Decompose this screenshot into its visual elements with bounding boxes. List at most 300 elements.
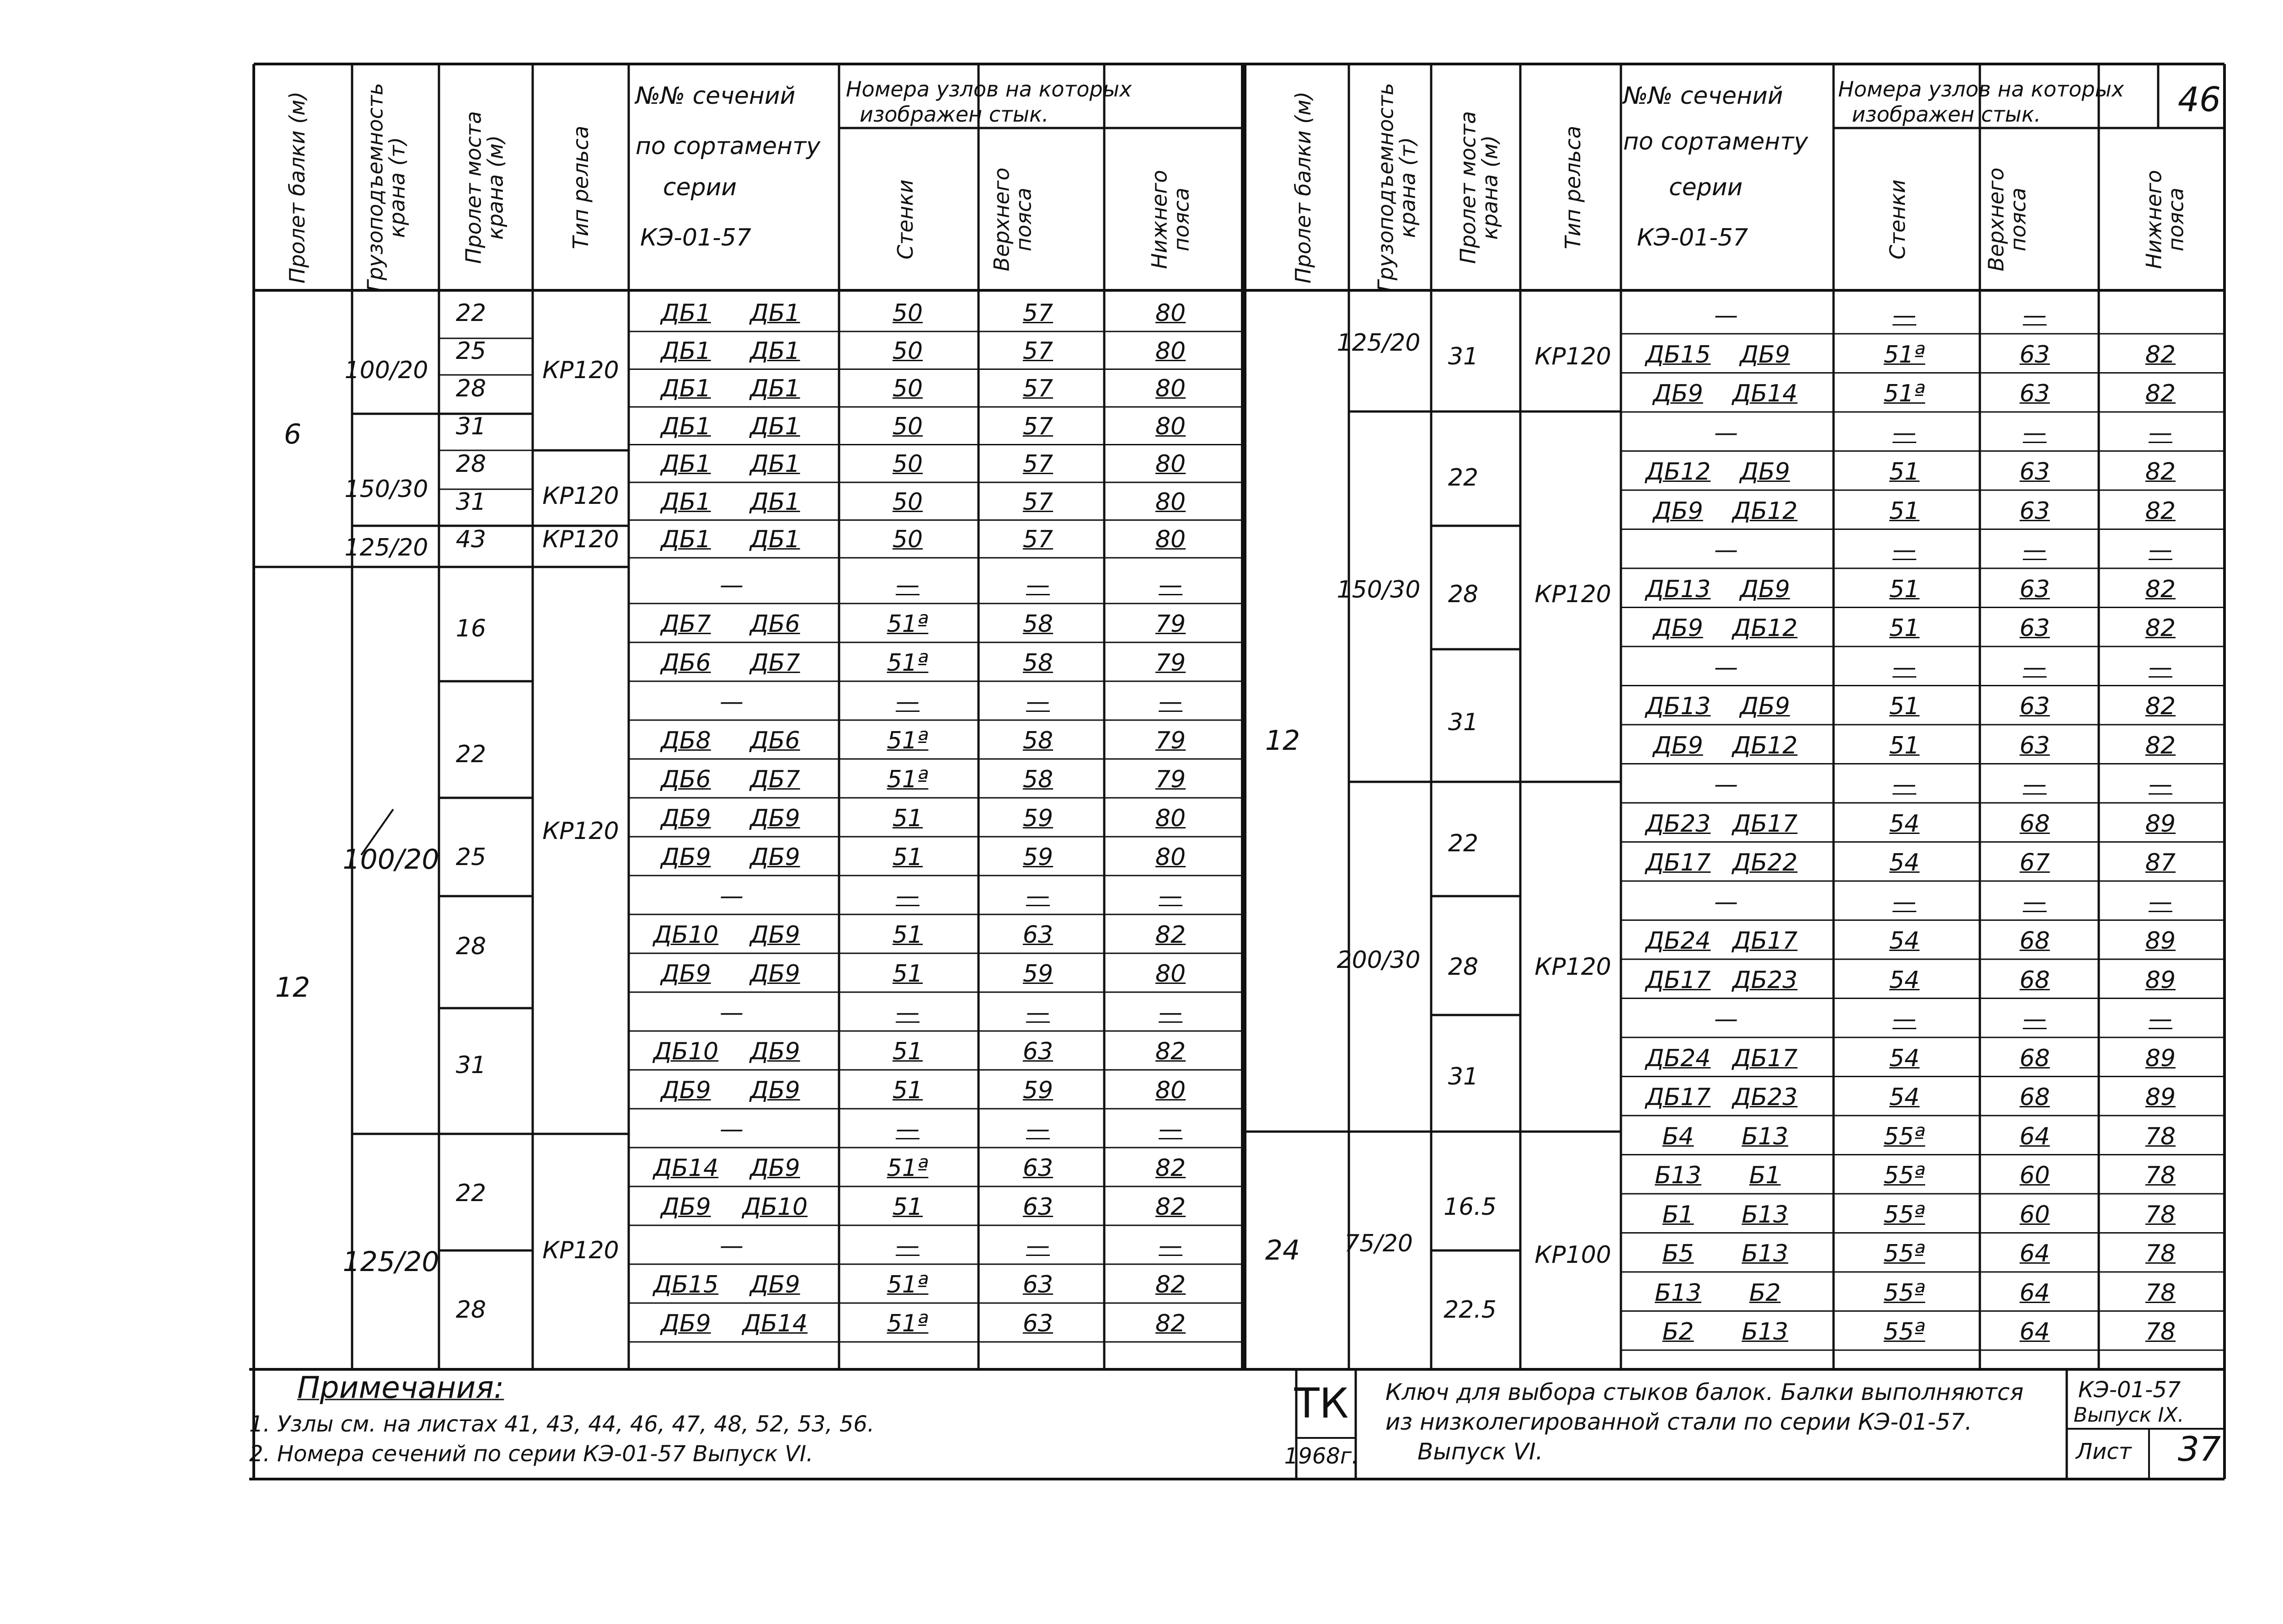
left-header-bottom: Нижнего пояса bbox=[1147, 170, 1194, 269]
right-row-top-node: — bbox=[2023, 536, 2047, 564]
left-row-top-node: 63 bbox=[1022, 1038, 1053, 1065]
right-row-top-node: 60 bbox=[2019, 1162, 2050, 1189]
right-cs-31a: 31 bbox=[1448, 343, 1479, 370]
left-row-top-node: — bbox=[1026, 688, 1050, 716]
left-row-section: — bbox=[720, 688, 743, 716]
right-cs-31b: 31 bbox=[1448, 709, 1479, 736]
left-row-rail: КР120 bbox=[542, 526, 619, 553]
left-row-bottom-node: 79 bbox=[1155, 649, 1186, 677]
right-row-top-node: 63 bbox=[2019, 693, 2050, 720]
left-row-section-b: ДБ7 bbox=[750, 766, 800, 793]
right-row-wall-node: 55ª bbox=[1883, 1162, 1925, 1189]
left-row-bottom-node: 82 bbox=[1155, 1193, 1186, 1221]
left-row-wall-node: 50 bbox=[892, 337, 923, 365]
left-row-section-a: ДБ6 bbox=[661, 649, 711, 677]
right-row-section-a: ДБ9 bbox=[1653, 732, 1703, 759]
left-row-section-a: ДБ14 bbox=[653, 1154, 719, 1182]
right-row-section-a: ДБ9 bbox=[1653, 497, 1703, 525]
right-row-section-b: Б13 bbox=[1742, 1318, 1788, 1346]
left-row-section-a: ДБ6 bbox=[661, 766, 711, 793]
left-row-top-node: 58 bbox=[1022, 766, 1053, 793]
right-cs-16-5: 16.5 bbox=[1444, 1193, 1497, 1221]
right-rail-a: КР120 bbox=[1534, 343, 1611, 370]
right-row-wall-node: — bbox=[1893, 536, 1916, 564]
right-row-section-b: Б13 bbox=[1742, 1122, 1788, 1150]
left-row-wall-node: 51 bbox=[892, 844, 923, 871]
left-row-bottom-node: 80 bbox=[1155, 450, 1186, 478]
right-row-bottom-node: — bbox=[2149, 1005, 2172, 1033]
left-row-section-b: ДБ1 bbox=[750, 450, 800, 478]
right-row-wall-node: 55ª bbox=[1883, 1240, 1925, 1267]
left-rail-d: КР120 bbox=[542, 1237, 619, 1264]
right-row-top-node: 68 bbox=[2019, 1084, 2050, 1111]
right-header-sections-l4: КЭ-01-57 bbox=[1637, 224, 1748, 251]
right-header-sections-l2: по сортаменту bbox=[1623, 128, 1808, 155]
right-row-section-b: ДБ12 bbox=[1732, 497, 1798, 525]
right-row-bottom-node: 89 bbox=[2145, 1084, 2176, 1111]
right-row-section-b: ДБ17 bbox=[1732, 927, 1798, 955]
left-row-bottom-node: 80 bbox=[1155, 526, 1186, 553]
left-row-bottom-node: 80 bbox=[1155, 412, 1186, 440]
left-span-6: 6 bbox=[283, 418, 302, 450]
notes-title: Примечания: bbox=[297, 1370, 504, 1405]
right-load-200-30: 200/30 bbox=[1337, 946, 1421, 974]
left-cs-31a: 31 bbox=[455, 1052, 487, 1079]
right-rail-d: КР100 bbox=[1534, 1241, 1611, 1269]
note-1: 1. Узлы см. на листах 41, 43, 44, 46, 47, 48, 52, 53, 56. bbox=[249, 1411, 875, 1437]
left-row-bottom-node: 79 bbox=[1155, 610, 1186, 638]
right-row-wall-node: 51 bbox=[1889, 575, 1920, 603]
left-row-top-node: 63 bbox=[1022, 1271, 1053, 1298]
left-row-wall-node: — bbox=[896, 1232, 920, 1260]
right-row-top-node: 64 bbox=[2019, 1240, 2050, 1267]
right-cs-28b: 28 bbox=[1448, 953, 1479, 981]
right-row-bottom-node: 89 bbox=[2145, 810, 2176, 838]
left-header-span: Пролет балки (м) bbox=[284, 91, 310, 283]
right-row-top-node: — bbox=[2023, 771, 2047, 798]
left-row-section: — bbox=[720, 572, 743, 599]
left-row-crane-span: 25 bbox=[455, 337, 487, 365]
left-header-wall: Стенки bbox=[893, 179, 918, 260]
left-row-wall-node: 51 bbox=[892, 1193, 923, 1221]
right-row-wall-node: 51ª bbox=[1883, 380, 1925, 407]
left-row-section: — bbox=[720, 1232, 743, 1260]
right-row-top-node: — bbox=[2023, 302, 2047, 329]
right-row-section-b: ДБ9 bbox=[1740, 458, 1790, 486]
right-row-section-a: Б2 bbox=[1662, 1318, 1694, 1346]
left-row-bottom-node: — bbox=[1159, 688, 1182, 716]
right-row-section-a: ДБ24 bbox=[1645, 1044, 1711, 1072]
right-load-125-20: 125/20 bbox=[1337, 329, 1421, 357]
left-row-bottom-node: 80 bbox=[1155, 375, 1186, 402]
right-row-top-node: 63 bbox=[2019, 614, 2050, 642]
left-row-section-b: ДБ1 bbox=[750, 337, 800, 365]
left-row-section-b: ДБ1 bbox=[750, 526, 800, 553]
left-row-bottom-node: — bbox=[1159, 1232, 1182, 1260]
left-row-wall-node: 51ª bbox=[887, 1271, 929, 1298]
left-row-section-a: ДБ1 bbox=[661, 450, 711, 478]
left-row-section-b: ДБ9 bbox=[750, 921, 800, 949]
right-row-section-a: ДБ9 bbox=[1653, 380, 1703, 407]
right-row-top-node: 67 bbox=[2019, 849, 2050, 876]
left-row-bottom-node: — bbox=[1159, 882, 1182, 910]
left-row-section: — bbox=[720, 882, 743, 910]
right-load-150-30: 150/30 bbox=[1337, 576, 1421, 604]
right-row-section-a: ДБ13 bbox=[1645, 575, 1711, 603]
right-row-section-b: ДБ17 bbox=[1732, 810, 1798, 838]
right-row-bottom-node: 89 bbox=[2145, 927, 2176, 955]
left-row-top-node: 57 bbox=[1022, 450, 1053, 478]
right-rail-c: КР120 bbox=[1534, 953, 1611, 981]
right-header-crane-span: Пролет моста крана (м) bbox=[1455, 111, 1502, 264]
right-row-bottom-node: 78 bbox=[2145, 1279, 2176, 1307]
right-row-section-b: Б13 bbox=[1742, 1201, 1788, 1229]
right-row-top-node: 63 bbox=[2019, 497, 2050, 525]
left-row-top-node: 58 bbox=[1022, 649, 1053, 677]
right-row-top-node: 63 bbox=[2019, 458, 2050, 486]
left-row-crane-span: 22 bbox=[455, 299, 487, 327]
left-row-crane-span: 28 bbox=[455, 450, 487, 478]
left-row-bottom-node: 79 bbox=[1155, 766, 1186, 793]
left-row-section-a: ДБ9 bbox=[661, 1193, 711, 1221]
left-row-bottom-node: 80 bbox=[1155, 488, 1186, 516]
left-header-sections-l1: №№ сечений bbox=[636, 82, 796, 110]
left-header-nodes-l1: Номера узлов на которых bbox=[846, 77, 1132, 102]
left-row-wall-node: 51 bbox=[892, 1077, 923, 1104]
right-row-wall-node: 55ª bbox=[1883, 1318, 1925, 1346]
right-row-bottom-node: 78 bbox=[2145, 1162, 2176, 1189]
left-row-top-node: 57 bbox=[1022, 337, 1053, 365]
right-row-wall-node: — bbox=[1893, 419, 1916, 447]
left-row-section: — bbox=[720, 1116, 743, 1143]
right-row-section-b: ДБ12 bbox=[1732, 614, 1798, 642]
right-span-24: 24 bbox=[1265, 1234, 1300, 1266]
right-row-bottom-node: 82 bbox=[2145, 458, 2176, 486]
right-row-bottom-node: 82 bbox=[2145, 693, 2176, 720]
right-row-section-a: ДБ15 bbox=[1645, 341, 1711, 369]
right-row-section-b: ДБ9 bbox=[1740, 575, 1790, 603]
series-code: КЭ-01-57 bbox=[2078, 1377, 2181, 1403]
left-row-section-b: ДБ1 bbox=[750, 375, 800, 402]
right-row-section-a: ДБ9 bbox=[1653, 614, 1703, 642]
left-rail-a: КР120 bbox=[542, 357, 619, 384]
left-row-section-a: ДБ1 bbox=[661, 299, 711, 327]
right-row-section-a: Б1 bbox=[1662, 1201, 1694, 1229]
right-row-bottom-node: 82 bbox=[2145, 575, 2176, 603]
right-row-bottom-node: 78 bbox=[2145, 1122, 2176, 1150]
left-cs-22a: 22 bbox=[455, 741, 487, 768]
left-cs-25: 25 bbox=[455, 844, 487, 871]
left-row-crane-span: 31 bbox=[455, 412, 487, 440]
left-load-100-20-a: 100/20 bbox=[344, 357, 428, 384]
right-row-wall-node: — bbox=[1893, 771, 1916, 798]
left-load-125-20-b: 125/20 bbox=[342, 1246, 439, 1278]
left-row-section-b: ДБ9 bbox=[750, 1077, 800, 1104]
right-load-75-20: 75/20 bbox=[1344, 1230, 1413, 1257]
right-cs-22-5: 22.5 bbox=[1444, 1296, 1497, 1324]
left-header-load: Грузоподъемность крана (т) bbox=[363, 83, 410, 292]
left-row-top-node: 63 bbox=[1022, 921, 1053, 949]
left-row-section-a: ДБ10 bbox=[653, 921, 719, 949]
note-2: 2. Номера сечений по серии КЭ-01-57 Выпуск VI. bbox=[249, 1441, 813, 1467]
left-rail-b: КР120 bbox=[542, 482, 619, 510]
right-row-bottom-node: — bbox=[2149, 771, 2172, 798]
right-row-section-a: ДБ17 bbox=[1645, 966, 1711, 994]
right-row-section: — bbox=[1714, 888, 1738, 916]
right-row-wall-node: — bbox=[1893, 302, 1916, 329]
left-row-crane-span: 31 bbox=[455, 488, 487, 516]
left-row-section-b: ДБ14 bbox=[742, 1310, 808, 1337]
left-row-section-b: ДБ9 bbox=[750, 805, 800, 832]
right-row-section: — bbox=[1714, 419, 1738, 447]
right-row-wall-node: 54 bbox=[1889, 927, 1920, 955]
left-row-wall-node: 51 bbox=[892, 921, 923, 949]
right-row-wall-node: 55ª bbox=[1883, 1201, 1925, 1229]
right-row-section-b: ДБ9 bbox=[1740, 341, 1790, 369]
right-row-wall-node: 55ª bbox=[1883, 1279, 1925, 1307]
left-header-sections-l2: по сортаменту bbox=[636, 133, 821, 160]
left-row-wall-node: 51ª bbox=[887, 766, 929, 793]
left-row-section-b: ДБ9 bbox=[750, 1154, 800, 1182]
left-row-section-b: ДБ9 bbox=[750, 1038, 800, 1065]
right-row-wall-node: — bbox=[1893, 888, 1916, 916]
left-rail-c: КР120 bbox=[542, 817, 619, 845]
right-row-top-node: 68 bbox=[2019, 966, 2050, 994]
right-row-bottom-node: 78 bbox=[2145, 1318, 2176, 1346]
right-cs-31c: 31 bbox=[1448, 1063, 1479, 1090]
left-row-top-node: 57 bbox=[1022, 488, 1053, 516]
left-row-wall-node: 50 bbox=[892, 299, 923, 327]
right-row-section: — bbox=[1714, 302, 1738, 329]
left-row-wall-node: 51ª bbox=[887, 727, 929, 754]
right-cs-22a: 22 bbox=[1448, 464, 1479, 491]
right-row-section-b: ДБ14 bbox=[1732, 380, 1798, 407]
left-row-top-node: — bbox=[1026, 999, 1050, 1026]
right-row-section-b: Б13 bbox=[1742, 1240, 1788, 1267]
left-load-150-30: 150/30 bbox=[344, 475, 428, 503]
left-row-wall-node: 50 bbox=[892, 412, 923, 440]
right-row-wall-node: 54 bbox=[1889, 1044, 1920, 1072]
right-row-section-b: ДБ9 bbox=[1740, 693, 1790, 720]
right-row-bottom-node: — bbox=[2149, 888, 2172, 916]
right-row-bottom-node: — bbox=[2149, 536, 2172, 564]
left-row-wall-node: 51ª bbox=[887, 1310, 929, 1337]
right-row-wall-node: 54 bbox=[1889, 810, 1920, 838]
left-row-bottom-node: 80 bbox=[1155, 1077, 1186, 1104]
right-row-section-a: Б13 bbox=[1655, 1279, 1701, 1307]
issue: Выпуск IX. bbox=[2074, 1403, 2184, 1427]
left-row-wall-node: — bbox=[896, 1116, 920, 1143]
right-row-top-node: 60 bbox=[2019, 1201, 2050, 1229]
right-row-top-node: — bbox=[2023, 888, 2047, 916]
left-row-top-node: — bbox=[1026, 1116, 1050, 1143]
right-row-section-a: Б5 bbox=[1662, 1240, 1694, 1267]
left-row-section-b: ДБ6 bbox=[750, 727, 800, 754]
left-row-crane-span: 28 bbox=[455, 375, 487, 402]
right-row-top-node: 68 bbox=[2019, 1044, 2050, 1072]
right-row-section-b: ДБ23 bbox=[1732, 966, 1798, 994]
left-row-top-node: 63 bbox=[1022, 1154, 1053, 1182]
left-header-top: Верхнего пояса bbox=[989, 167, 1036, 272]
left-cs-22b: 22 bbox=[455, 1180, 487, 1207]
left-row-wall-node: — bbox=[896, 999, 920, 1026]
left-header-sections-l3: серии bbox=[663, 174, 737, 201]
left-row-wall-node: 51ª bbox=[887, 1154, 929, 1182]
title-desc-l2: из низколегированной стали по серии КЭ-01-57. bbox=[1385, 1409, 1973, 1435]
right-row-wall-node: 51ª bbox=[1883, 341, 1925, 369]
left-header-crane-span: Пролет моста крана (м) bbox=[461, 111, 508, 264]
left-row-section-a: ДБ1 bbox=[661, 337, 711, 365]
left-cs-28a: 28 bbox=[455, 933, 487, 960]
left-row-top-node: — bbox=[1026, 882, 1050, 910]
left-row-section-a: ДБ15 bbox=[653, 1271, 719, 1298]
right-row-section-b: ДБ22 bbox=[1732, 849, 1798, 876]
right-row-top-node: 68 bbox=[2019, 927, 2050, 955]
right-row-section-a: Б13 bbox=[1655, 1162, 1701, 1189]
left-row-bottom-node: 82 bbox=[1155, 921, 1186, 949]
right-header-nodes-l1: Номера узлов на которых bbox=[1838, 77, 2124, 102]
right-row-section-b: Б1 bbox=[1749, 1162, 1781, 1189]
right-span-12: 12 bbox=[1265, 725, 1300, 757]
right-rail-b: КР120 bbox=[1534, 581, 1611, 608]
right-row-section: — bbox=[1714, 653, 1738, 681]
left-row-top-node: 63 bbox=[1022, 1310, 1053, 1337]
right-row-section-b: ДБ12 bbox=[1732, 732, 1798, 759]
right-row-bottom-node: 89 bbox=[2145, 1044, 2176, 1072]
right-row-bottom-node: 87 bbox=[2145, 849, 2176, 876]
title-desc-l3: Выпуск VI. bbox=[1417, 1438, 1543, 1465]
right-row-section: — bbox=[1714, 536, 1738, 564]
right-row-bottom-node: — bbox=[2149, 653, 2172, 681]
sheet-number: 37 bbox=[2177, 1430, 2221, 1469]
right-cs-28a: 28 bbox=[1448, 581, 1479, 608]
left-cs-28b: 28 bbox=[455, 1296, 487, 1324]
right-row-section-a: ДБ17 bbox=[1645, 849, 1711, 876]
left-row-bottom-node: — bbox=[1159, 1116, 1182, 1143]
left-row-bottom-node: 79 bbox=[1155, 727, 1186, 754]
left-row-top-node: 59 bbox=[1022, 844, 1053, 871]
left-row-section-b: ДБ6 bbox=[750, 610, 800, 638]
left-row-bottom-node: 82 bbox=[1155, 1310, 1186, 1337]
left-row-top-node: — bbox=[1026, 1232, 1050, 1260]
left-row-section-a: ДБ10 bbox=[653, 1038, 719, 1065]
left-header-sections-l4: КЭ-01-57 bbox=[640, 224, 752, 251]
left-row-wall-node: 50 bbox=[892, 526, 923, 553]
year: 1968г. bbox=[1284, 1443, 1359, 1469]
left-row-section-a: ДБ1 bbox=[661, 488, 711, 516]
left-row-section-a: ДБ9 bbox=[661, 844, 711, 871]
left-row-section-a: ДБ9 bbox=[661, 1077, 711, 1104]
left-row-wall-node: 51ª bbox=[887, 610, 929, 638]
left-load-100-20-b: 100/20 bbox=[342, 844, 439, 876]
right-row-bottom-node: 78 bbox=[2145, 1240, 2176, 1267]
left-row-wall-node: 50 bbox=[892, 450, 923, 478]
left-row-bottom-node: 80 bbox=[1155, 337, 1186, 365]
left-row-section: — bbox=[720, 999, 743, 1026]
org-stamp: ТК bbox=[1294, 1379, 1349, 1428]
left-row-section-b: ДБ10 bbox=[742, 1193, 808, 1221]
right-row-wall-node: 51 bbox=[1889, 732, 1920, 759]
right-cs-22b: 22 bbox=[1448, 830, 1479, 857]
left-row-bottom-node: 82 bbox=[1155, 1271, 1186, 1298]
right-header-wall: Стенки bbox=[1885, 179, 1910, 260]
right-row-wall-node: 51 bbox=[1889, 458, 1920, 486]
right-row-top-node: 63 bbox=[2019, 575, 2050, 603]
left-row-section-a: ДБ1 bbox=[661, 375, 711, 402]
right-row-wall-node: — bbox=[1893, 1005, 1916, 1033]
left-row-section-b: ДБ1 bbox=[750, 299, 800, 327]
left-row-wall-node: 51 bbox=[892, 1038, 923, 1065]
left-header-rail: Тип рельса bbox=[568, 125, 593, 250]
left-row-top-node: 57 bbox=[1022, 299, 1053, 327]
right-row-wall-node: 51 bbox=[1889, 497, 1920, 525]
right-row-top-node: 68 bbox=[2019, 810, 2050, 838]
right-row-bottom-node: 82 bbox=[2145, 497, 2176, 525]
left-row-section-a: ДБ7 bbox=[661, 610, 711, 638]
left-row-bottom-node: 80 bbox=[1155, 844, 1186, 871]
right-row-section: — bbox=[1714, 771, 1738, 798]
right-row-section-a: ДБ13 bbox=[1645, 693, 1711, 720]
right-row-wall-node: 55ª bbox=[1883, 1122, 1925, 1150]
left-row-bottom-node: 82 bbox=[1155, 1038, 1186, 1065]
right-row-bottom-node: 82 bbox=[2145, 341, 2176, 369]
left-row-bottom-node: 80 bbox=[1155, 299, 1186, 327]
right-header-span: Пролет балки (м) bbox=[1290, 91, 1315, 283]
right-row-section-a: Б4 bbox=[1662, 1122, 1694, 1150]
right-row-top-node: — bbox=[2023, 653, 2047, 681]
left-row-bottom-node: 82 bbox=[1155, 1154, 1186, 1182]
right-header-bottom: Нижнего пояса bbox=[2141, 170, 2188, 269]
left-row-section-b: ДБ9 bbox=[750, 844, 800, 871]
right-row-wall-node: 54 bbox=[1889, 849, 1920, 876]
right-header-top: Верхнего пояса bbox=[1984, 167, 2031, 272]
right-row-wall-node: 54 bbox=[1889, 1084, 1920, 1111]
left-row-section-a: ДБ8 bbox=[661, 727, 711, 754]
left-row-section-a: ДБ9 bbox=[661, 1310, 711, 1337]
right-row-bottom-node: 82 bbox=[2145, 380, 2176, 407]
left-header-nodes-l2: изображен стык. bbox=[860, 102, 1049, 127]
right-row-bottom-node: — bbox=[2149, 419, 2172, 447]
right-header-sections-l3: серии bbox=[1669, 174, 1743, 201]
right-row-section-b: Б2 bbox=[1749, 1279, 1781, 1307]
left-row-section-b: ДБ9 bbox=[750, 1271, 800, 1298]
left-row-top-node: 59 bbox=[1022, 1077, 1053, 1104]
right-row-bottom-node: 78 bbox=[2145, 1201, 2176, 1229]
right-row-top-node: 63 bbox=[2019, 732, 2050, 759]
right-row-wall-node: 51 bbox=[1889, 693, 1920, 720]
right-row-top-node: 64 bbox=[2019, 1318, 2050, 1346]
left-row-crane-span: 43 bbox=[455, 526, 487, 553]
right-row-top-node: — bbox=[2023, 1005, 2047, 1033]
left-row-bottom-node: 80 bbox=[1155, 805, 1186, 832]
left-row-bottom-node: — bbox=[1159, 999, 1182, 1026]
right-row-wall-node: 51 bbox=[1889, 614, 1920, 642]
left-row-top-node: 57 bbox=[1022, 412, 1053, 440]
left-row-section-a: ДБ9 bbox=[661, 805, 711, 832]
left-row-wall-node: — bbox=[896, 572, 920, 599]
left-row-section-a: ДБ1 bbox=[661, 412, 711, 440]
right-row-section-a: ДБ17 bbox=[1645, 1084, 1711, 1111]
left-row-wall-node: — bbox=[896, 688, 920, 716]
left-span-12: 12 bbox=[275, 972, 310, 1004]
right-header-load: Грузоподъемность крана (т) bbox=[1373, 83, 1420, 292]
left-row-section-b: ДБ1 bbox=[750, 488, 800, 516]
left-row-top-node: 57 bbox=[1022, 526, 1053, 553]
left-row-wall-node: 50 bbox=[892, 488, 923, 516]
left-row-section-a: ДБ9 bbox=[661, 960, 711, 988]
right-row-top-node: 63 bbox=[2019, 341, 2050, 369]
left-row-top-node: 59 bbox=[1022, 805, 1053, 832]
